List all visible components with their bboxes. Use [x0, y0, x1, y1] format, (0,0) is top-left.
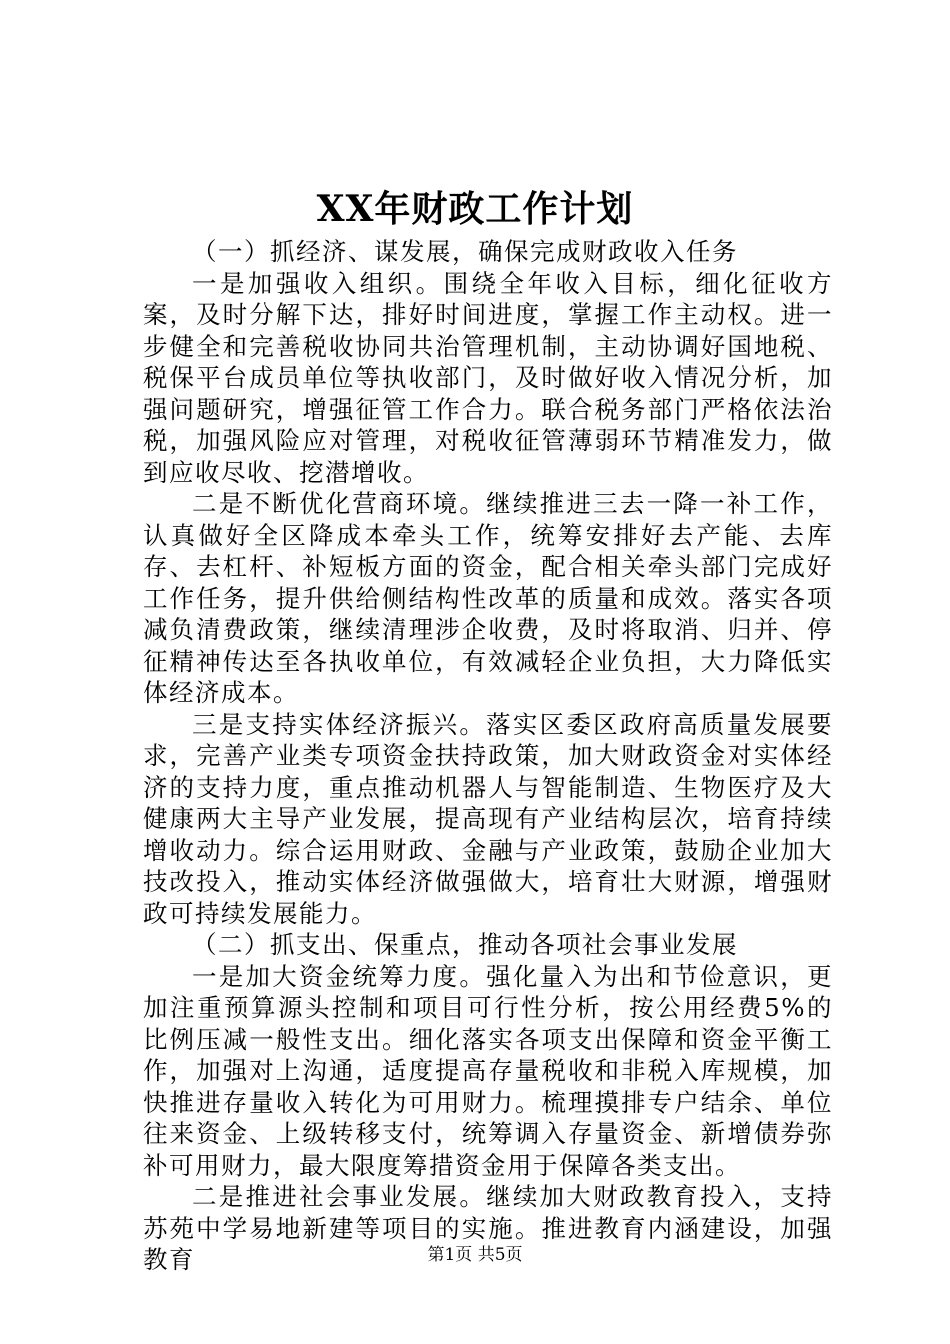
- paragraph: 一是加强收入组织。围绕全年收入目标，细化征收方案，及时分解下达，排好时间进度，掌握工作主动权。进一步健全和完善税收协同共治管理机制，主动协调好国地税、税保平台成员单位等执收部门，及时做好收入情况分析，加强问题研究，增强征管工作合力。联合税务部门严格依法治税，加强风险应对管理，对税收征管薄弱环节精准发力，做到应收尽收、挖潜增收。: [143, 268, 833, 487]
- section-heading-2: （二）抓支出、保重点，推动各项社会事业发展: [192, 930, 738, 959]
- document-body: [143, 236, 833, 1276]
- paragraph: 三是支持实体经济振兴。落实区委区政府高质量发展要求，完善产业类专项资金扶持政策，加大财政资金对实体经济的支持力度，重点推动机器人与智能制造、生物医疗及大健康两大主导产业发展，提高现有产业结构层次，培育持续增收动力。综合运用财政、金融与产业政策，鼓励企业加大技改投入，推动实体经济做强做大，培育壮大财源，增强财政可持续发展能力。: [143, 709, 833, 928]
- paragraph: 二是推进社会事业发展。继续加大财政教育投入，支持苏苑中学易地新建等项目的实施。推进教育内涵建设，加强教育: [143, 1182, 833, 1274]
- paragraph: 二是不断优化营商环境。继续推进三去一降一补工作，认真做好全区降成本牵头工作，统筹安排好去产能、去库存、去杠杆、补短板方面的资金，配合相关牵头部门完成好工作任务，提升供给侧结构性改革的质量和成效。落实各项减负清费政策，继续清理涉企收费，及时将取消、归并、停征精神传达至各执收单位，有效减轻企业负担，大力降低实体经济成本。: [143, 489, 833, 707]
- page-number-footer: 第1页 共5页: [427, 1245, 523, 1265]
- paragraph: 一是加大资金统筹力度。强化量入为出和节俭意识，更加注重预算源头控制和项目可行性分析，按公用经费5%的比例压减一般性支出。细化落实各项支出保障和资金平衡工作，加强对上沟通，适度提高存量税收和非税入库规模，加快推进存量收入转化为可用财力。梳理摸排专户结余、单位往来资金、上级转移支付，统筹调入存量资金、新增债券弥补可用财力，最大限度筹措资金用于保障各类支出。: [143, 961, 833, 1180]
- section-heading-1: （一）抓经济、谋发展，确保完成财政收入任务: [192, 237, 738, 266]
- document-title: XX年财政工作计划: [316, 188, 634, 230]
